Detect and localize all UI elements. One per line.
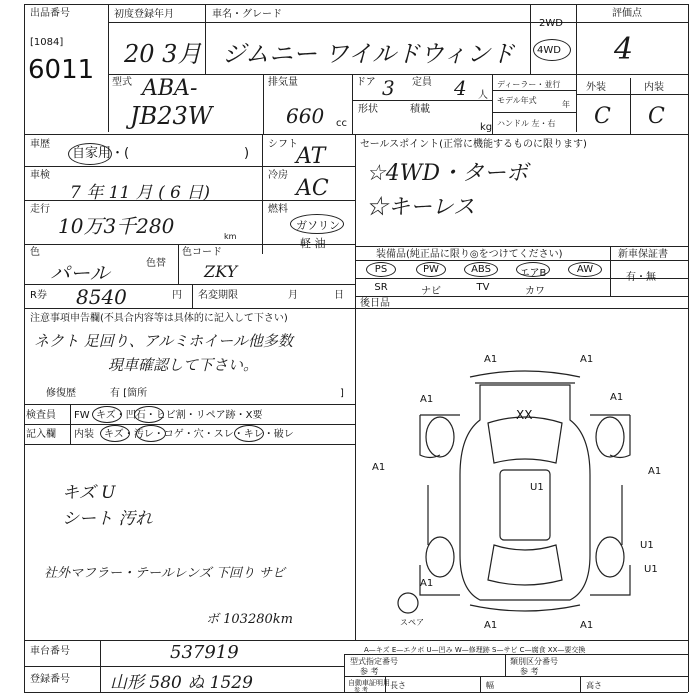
equip-aw: AW <box>576 264 594 275</box>
row-handle <box>492 112 576 113</box>
height-label: 高さ <box>586 681 602 690</box>
inspector-label-2: 記入欄 <box>26 429 56 440</box>
drive-value: 4WD <box>537 45 561 56</box>
chassis-label: 車台番号 <box>30 646 70 657</box>
retrofit-label: 後日品 <box>360 298 390 309</box>
reg-no-value: 山形 580 ぬ 1529 <box>110 673 253 693</box>
row-footer-mid <box>24 666 344 667</box>
col-sales <box>355 134 356 334</box>
drive-label: 2WD <box>539 18 563 29</box>
color-value: パール <box>50 261 110 285</box>
equip-pw: PW <box>423 264 439 275</box>
model-year-label: モデル年式 <box>497 96 537 105</box>
repair-label: 修復歴 <box>46 388 76 399</box>
inspector-line-2: シート 汚れ <box>62 509 153 529</box>
mark-front-right: A1 <box>580 354 594 365</box>
model-value-1: ABA- <box>142 76 198 101</box>
equip-leather: カワ <box>525 286 545 297</box>
equip-abs-circle <box>464 262 498 277</box>
recycle-value: 8540 <box>76 285 127 309</box>
history-value: 自家用・( <box>72 146 130 161</box>
col-footer-right <box>344 654 345 692</box>
shift-label: シフト <box>268 139 298 150</box>
day-unit: 日 <box>334 290 344 301</box>
diagram-legend: A—キズ E—エクボ U—凹み W—修理跡 S—サビ C—腐食 XX—要交換 <box>364 646 586 654</box>
col-dealer <box>492 74 493 134</box>
col-reg <box>205 4 206 74</box>
equip-ps-circle <box>366 262 396 277</box>
int-items: キズ・汚レ・コゲ・穴・スレ・キレ・破レ <box>104 429 294 440</box>
row-equip-top <box>355 246 688 247</box>
col-shift <box>262 134 263 254</box>
col-cert-2 <box>480 676 481 692</box>
int-circle-3 <box>234 425 264 442</box>
month-unit: 月 <box>288 290 298 301</box>
notes-line-2: 現車確認して下さい。 <box>108 356 259 374</box>
equip-airbag-circle <box>516 262 550 277</box>
ext-label: 外装 <box>586 82 606 93</box>
width-label: 幅 <box>486 681 494 690</box>
mark-hood: XX <box>516 408 533 422</box>
mileage-value: 10万3千280 <box>58 214 175 238</box>
col-name-change <box>192 284 193 308</box>
mark-left-rear: A1 <box>420 578 434 589</box>
reg-label: 初度登録年月 <box>114 9 174 20</box>
int-circle-2 <box>136 425 166 442</box>
class-no-sub: 参 考 <box>520 667 539 676</box>
ac-value: AC <box>296 176 329 201</box>
seat-value: 4 <box>454 76 467 100</box>
name-change-label: 名変期限 <box>198 290 238 301</box>
dealer-label: ディーラー・並行 <box>497 80 561 89</box>
shape-label: 形状 <box>358 104 378 115</box>
model-value-2: JB23W <box>130 102 213 130</box>
equip-airbag: エアB <box>519 268 547 279</box>
inspector-line-1: キズ U <box>62 483 116 503</box>
repair-close: ] <box>340 388 344 399</box>
notes-label: 注意事項申告欄(不具合内容等は具体的に記入して下さい) <box>30 313 288 324</box>
recycle-label: R券 <box>30 290 47 301</box>
history-close: ) <box>244 146 250 161</box>
lot-label: 出品番号 <box>30 8 70 19</box>
color-code-value: ZKY <box>204 262 238 281</box>
year-unit: 年 <box>562 100 570 109</box>
ext-value: C <box>594 104 611 129</box>
col-drive <box>576 4 577 132</box>
car-diagram <box>360 345 690 635</box>
col-diagram <box>355 308 356 640</box>
col-warranty <box>610 246 611 296</box>
row-footer-cert <box>344 676 688 677</box>
mark-right-door: A1 <box>648 466 662 477</box>
inspector-label-1: 検査員 <box>26 410 56 421</box>
recycle-unit: 円 <box>172 290 182 301</box>
ac-label: 冷房 <box>268 170 288 181</box>
equip-navi: ナビ <box>421 286 441 297</box>
grade-label: 評価点 <box>612 8 642 19</box>
col-cc <box>263 74 264 134</box>
cert-sub: 参 考 <box>354 687 368 694</box>
col-footer-class <box>505 654 506 676</box>
sales-line-2: ☆キーレス <box>366 195 475 220</box>
sales-line-1: ☆4WD・ターボ <box>366 161 528 186</box>
col-door <box>352 74 353 134</box>
int-value: C <box>648 104 665 129</box>
mileage-unit: km <box>224 232 237 241</box>
lot-sub: [1084] <box>30 37 64 48</box>
row-equip-1 <box>355 260 688 261</box>
model-label: 型式 <box>112 77 132 88</box>
col-inspector <box>70 404 71 444</box>
frame-left <box>24 4 25 692</box>
col-ext-int <box>630 78 631 134</box>
col-lot <box>108 4 109 132</box>
door-label: ドア <box>356 77 376 88</box>
type-no-sub: 参 考 <box>360 667 379 676</box>
equip-sr: SR <box>374 282 388 293</box>
int-label: 内装 <box>644 82 664 93</box>
color-change-label: 色替 <box>146 258 166 269</box>
equip-aw-circle <box>568 262 602 277</box>
row-model-year <box>492 90 576 91</box>
row-shape <box>352 100 492 101</box>
color-label: 色 <box>30 247 40 258</box>
row-header-sub <box>108 22 688 23</box>
fuel-label: 燃料 <box>268 204 288 215</box>
chassis-value: 537919 <box>170 642 239 663</box>
spare-label: スペア <box>400 618 424 627</box>
col-color-code <box>178 244 179 284</box>
name-value: ジムニー ワイルドウィンド <box>222 40 515 68</box>
fuel-diesel: 軽 油 <box>300 237 326 250</box>
mark-roof: U1 <box>530 482 544 493</box>
inspection-label: 車検 <box>30 170 50 181</box>
row-footer-top <box>24 640 688 641</box>
row-inspector-3 <box>24 444 355 445</box>
history-label: 車歴 <box>30 139 50 150</box>
length-label: 長さ <box>390 681 406 690</box>
lot-number: 6011 <box>28 55 95 85</box>
equip-tv: TV <box>476 282 490 293</box>
frame-top <box>24 4 688 5</box>
color-code-label: 色コード <box>182 247 222 258</box>
history-circle <box>68 143 112 165</box>
row-ext-int <box>576 94 688 95</box>
equip-abs: ABS <box>471 264 491 275</box>
repair-value: 有 [箇所 <box>110 388 148 399</box>
load-label: 積載 <box>410 104 430 115</box>
equip-ps: PS <box>374 264 388 275</box>
fuel-gas: ガソリン <box>296 219 340 232</box>
cc-value: 660 <box>286 104 325 128</box>
mileage-label: 走行 <box>30 204 50 215</box>
warranty-value: 有・無 <box>626 272 656 283</box>
seat-label: 定員 <box>412 77 432 88</box>
handle-label: ハンドル 左・右 <box>497 119 556 128</box>
load-unit: kg <box>480 122 493 133</box>
fw-items: キズ・凹石・ヒビ割・リペア跡・X要 <box>96 410 263 421</box>
row-spec-top <box>108 74 688 75</box>
row-inspector-2 <box>24 424 355 425</box>
reg-value: 20 3月 <box>124 40 202 68</box>
drive-circle <box>533 39 571 61</box>
sales-label: セールスポイント(正常に機能するものに限ります) <box>360 139 587 150</box>
equipment-label: 装備品(純正品に限り◎をつけてください) <box>376 249 563 260</box>
shift-value: AT <box>296 144 326 169</box>
name-label: 車名・グレード <box>212 9 282 20</box>
mark-rear-right: A1 <box>580 620 594 631</box>
grade-value: 4 <box>614 32 634 67</box>
mark-right-fender: A1 <box>610 392 624 403</box>
row-history-top <box>24 134 688 135</box>
door-value: 3 <box>382 76 395 100</box>
cc-label: 排気量 <box>268 77 298 88</box>
inspector-line-3: 社外マフラー・テールレンズ 下回り サビ <box>44 566 285 581</box>
seat-unit: 人 <box>478 90 488 101</box>
mark-left-door: A1 <box>372 462 386 473</box>
fw-circle-2 <box>134 406 164 423</box>
equip-pw-circle <box>416 262 446 277</box>
mark-right-quarter: U1 <box>640 540 654 551</box>
mark-rear-left: A1 <box>484 620 498 631</box>
inspector-line-4: ボ 103280km <box>206 612 293 627</box>
col-cert-3 <box>580 676 581 692</box>
int-circle-1 <box>100 425 130 442</box>
col-name <box>530 4 531 74</box>
mark-front: A1 <box>484 354 498 365</box>
fw-circle-1 <box>92 406 122 423</box>
class-no-label: 類別区分番号 <box>510 657 558 666</box>
cert-label: 自動車証明用 <box>348 679 390 687</box>
warranty-label: 新車保証書 <box>618 249 668 260</box>
cc-unit: cc <box>336 118 347 129</box>
notes-line-1: ネクト 足回り、アルミホイール他多数 <box>34 332 293 350</box>
fw-label: FW <box>74 410 90 421</box>
reg-no-label: 登録番号 <box>30 674 70 685</box>
inspection-value: 7 年 11 月 ( 6 日) <box>70 183 210 203</box>
row-inspector <box>24 404 355 405</box>
fuel-circle <box>290 214 344 234</box>
mark-right-rear: U1 <box>644 564 658 575</box>
type-no-label: 型式指定番号 <box>350 657 398 666</box>
int-items-label: 内装 <box>74 429 94 440</box>
mark-left-fender: A1 <box>420 394 434 405</box>
